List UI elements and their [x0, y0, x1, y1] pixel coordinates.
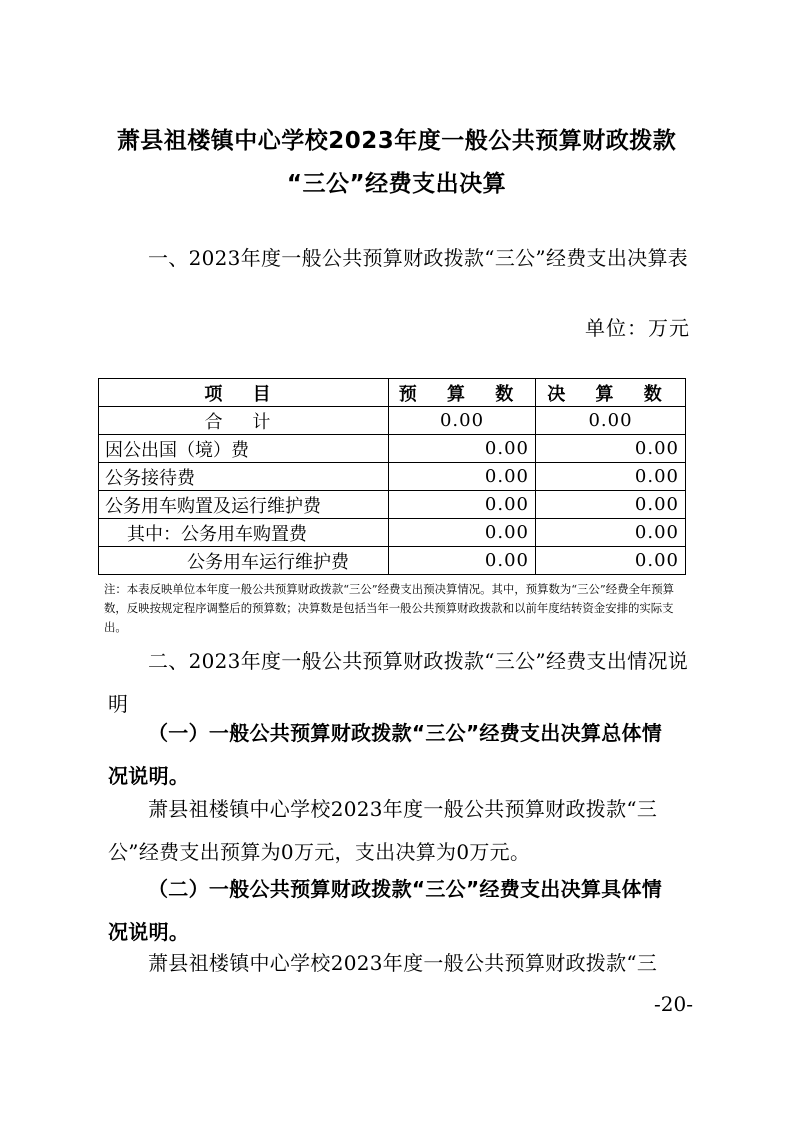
total-budget: 0.00: [389, 407, 536, 435]
table-row: [99, 519, 686, 547]
document-title-line1: 萧县祖楼镇中心学校2023年度一般公共预算财政拨款: [116, 128, 677, 154]
row-budget: 0.00: [389, 519, 536, 547]
row-final: 0.00: [536, 519, 686, 547]
subsection2-body: 萧县祖楼镇中心学校2023年度一般公共预算财政拨款“三: [148, 951, 658, 975]
row-label: 其中：公务用车购置费: [99, 519, 389, 547]
header-final: 决 算 数: [536, 379, 686, 407]
table-row: [99, 435, 686, 463]
row-label: 公务接待费: [99, 463, 389, 491]
subsection2-heading-cont: 况说明。: [108, 920, 190, 944]
table-row: [99, 491, 686, 519]
row-budget: 0.00: [389, 435, 536, 463]
subsection2-heading: （二）一般公共预算财政拨款“三公”经费支出决算具体情: [148, 877, 663, 901]
row-final: 0.00: [536, 463, 686, 491]
row-label: 公务用车购置及运行维护费: [99, 491, 389, 519]
table-header-row: [99, 379, 686, 407]
total-label: 合 计: [99, 407, 389, 435]
row-budget: 0.00: [389, 491, 536, 519]
row-final: 0.00: [536, 547, 686, 575]
row-final: 0.00: [536, 435, 686, 463]
row-label: 公务用车运行维护费: [99, 547, 389, 575]
row-budget: 0.00: [389, 547, 536, 575]
subsection1-heading-cont: 况说明。: [108, 764, 190, 788]
table-note: 注：本表反映单位本年度一般公共预算财政拨款“三公”经费支出预决算情况。其中，预算数为“三公”经费全年预算数，反映按规定程序调整后的预算数；决算数是包括当年一般公共预算财政拨款和以前年度结转资金安排的实际支出。: [104, 582, 675, 634]
table-row: [99, 463, 686, 491]
row-final: 0.00: [536, 491, 686, 519]
total-final: 0.00: [536, 407, 686, 435]
header-budget: 预 算 数: [389, 379, 536, 407]
three-public-expenses-table: [98, 378, 686, 575]
row-label: 因公出国（境）费: [99, 435, 389, 463]
row-budget: 0.00: [389, 463, 536, 491]
subsection1-heading: （一）一般公共预算财政拨款“三公”经费支出决算总体情: [148, 721, 663, 745]
document-title-line2: “三公”经费支出决算: [286, 171, 507, 197]
section2-heading: 二、2023年度一般公共预算财政拨款“三公”经费支出情况说明: [108, 649, 689, 716]
header-item: 项 目: [99, 379, 389, 407]
subsection1-body: 萧县祖楼镇中心学校2023年度一般公共预算财政拨款“三公”经费支出预算为0万元，支出决算为0万元。: [108, 797, 658, 864]
section1-heading: 一、2023年度一般公共预算财政拨款“三公”经费支出决算表: [148, 246, 689, 270]
page-number: -20-: [654, 992, 693, 1016]
table-row: [99, 547, 686, 575]
unit-label: 单位：万元: [585, 316, 690, 340]
table-total-row: [99, 407, 686, 435]
